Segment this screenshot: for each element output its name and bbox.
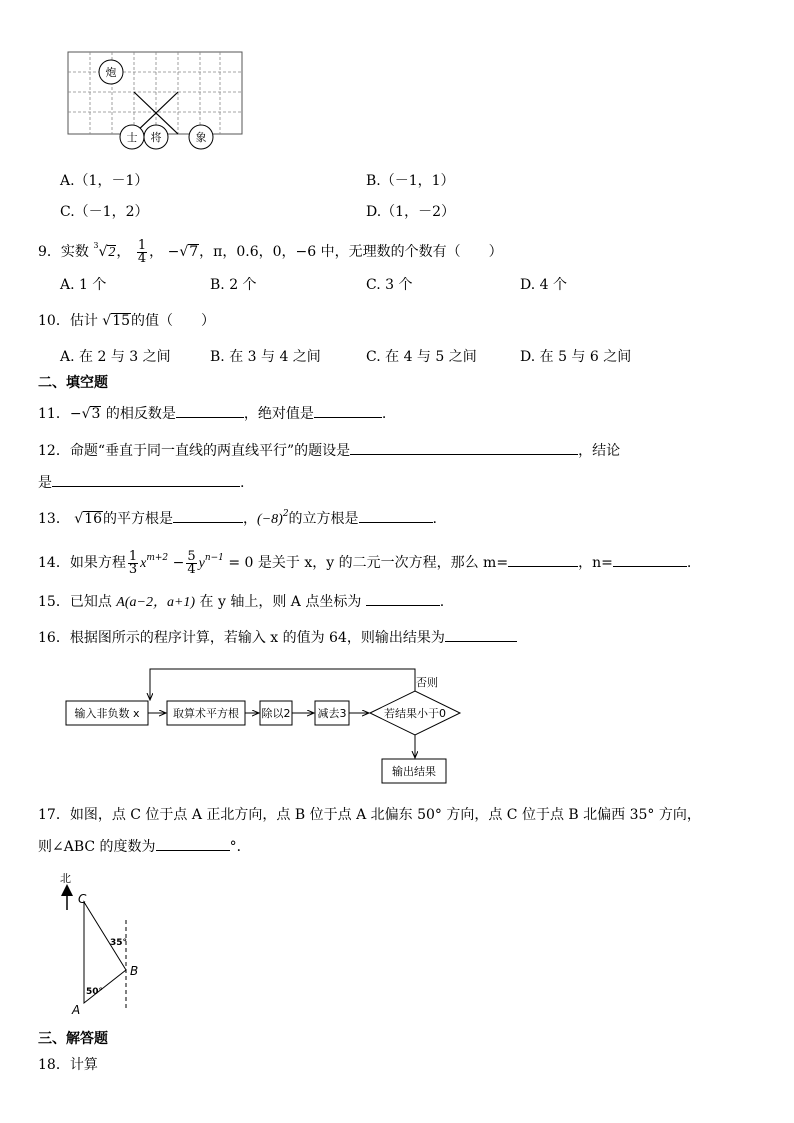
svg-text:减去3: 减去3 — [317, 707, 347, 720]
flow-output-box — [382, 759, 446, 783]
q14-blank-n[interactable] — [613, 552, 687, 567]
q9-option-d: D. 4 个 — [520, 277, 567, 293]
flow-sqrt-box — [167, 701, 245, 725]
flow-else-label: 否则 — [416, 676, 438, 689]
q8-option-b: B.（－1，1） — [366, 173, 455, 189]
jiang-piece — [144, 125, 168, 149]
q12-line1: 12．命题“垂直于同一直线的两直线平行”的题设是 ，结论 — [38, 440, 620, 460]
svg-text:取算术平方根: 取算术平方根 — [173, 707, 239, 720]
q11-blank-1[interactable] — [176, 403, 244, 418]
svg-text:士: 士 — [126, 131, 138, 144]
q11-blank-2[interactable] — [314, 403, 382, 418]
shi-piece — [120, 125, 144, 149]
angle-50-label: 50° — [86, 987, 104, 997]
chessboard-figure — [60, 48, 250, 158]
q13-blank-1[interactable] — [173, 508, 243, 523]
q16-blank[interactable] — [445, 627, 517, 642]
q9-stem: 9．实数 $^3$√2， $\frac{1}{4}$ ， −√7，π，0.6，0，−6 中，无理数的个数有（ ） — [38, 237, 503, 266]
flow-condition-diamond — [370, 691, 460, 735]
q17-blank[interactable] — [156, 836, 230, 851]
flow-subtract-box — [315, 701, 349, 725]
q9-option-b: B. 2 个 — [210, 277, 257, 293]
q10-option-a: A. 在 2 与 3 之间 — [60, 349, 171, 365]
flowchart-figure — [60, 664, 480, 790]
q18: 18．计算 — [38, 1057, 98, 1073]
q15: 15．已知点 A(a−2，a+1) 在 y 轴上，则 A 点坐标为 . — [38, 591, 444, 611]
point-c-label: C — [78, 892, 87, 906]
north-label: 北 — [60, 872, 71, 885]
pao-piece — [99, 60, 123, 84]
q13-blank-2[interactable] — [359, 508, 433, 523]
svg-text:除以2: 除以2 — [261, 707, 291, 720]
q10-stem: 10．估计 √15的值（ ） — [38, 313, 216, 329]
q17-line1: 17．如图，点 C 位于点 A 正北方向，点 B 位于点 A 北偏东 50° 方向，点 C 位于点 B 北偏西 35° 方向， — [38, 807, 701, 823]
q12-blank-hypothesis[interactable] — [350, 440, 578, 455]
svg-text:象: 象 — [195, 131, 207, 144]
q9-option-a: A. 1 个 — [60, 277, 107, 293]
q10-option-c: C. 在 4 与 5 之间 — [366, 349, 477, 365]
point-a-label: A — [72, 1003, 81, 1017]
point-b-label: B — [130, 964, 139, 978]
q9-option-c: C. 3 个 — [366, 277, 413, 293]
xiang-piece — [189, 125, 213, 149]
q10-option-b: B. 在 3 与 4 之间 — [210, 349, 321, 365]
q11: 11．−√3 的相反数是 ，绝对值是 . — [38, 403, 386, 423]
svg-text:输出结果: 输出结果 — [392, 765, 436, 778]
q13: 13． √16的平方根是 ，$(-8)^2$的立方根是 . — [38, 509, 437, 527]
q12-blank-conclusion[interactable] — [52, 472, 240, 487]
flow-divide-box — [260, 701, 292, 725]
svg-text:输入非负数 x: 输入非负数 x — [74, 707, 140, 720]
svg-text:若结果小于0: 若结果小于0 — [384, 707, 446, 720]
svg-text:将: 将 — [150, 131, 162, 144]
q15-blank[interactable] — [366, 591, 440, 606]
q8-option-a: A.（1，－1） — [60, 173, 149, 189]
q10-option-d: D. 在 5 与 6 之间 — [520, 349, 632, 365]
q8-option-d: D.（1，－2） — [366, 204, 455, 220]
section-fill-blank-heading: 二、填空题 — [38, 375, 108, 391]
q8-option-c: C.（－1，2） — [60, 204, 149, 220]
q16: 16．根据图所示的程序计算，若输入 x 的值为 64，则输出结果为 — [38, 627, 517, 647]
q17-line2: 则∠ABC 的度数为 °． — [38, 836, 251, 856]
q14: 14．如果方程 $\frac{1}{3}$ $x^{m+2}$ − $\frac{5}{4}$ $y^{n-1} = 0$ 是关于 x，y 的二元一次方程，那么 m= ，n= . — [38, 548, 692, 577]
flow-input-box — [66, 701, 148, 725]
svg-text:炮: 炮 — [105, 66, 117, 79]
q12-line2: 是 . — [38, 472, 244, 492]
direction-triangle-figure — [56, 868, 156, 1020]
section-solve-heading: 三、解答题 — [38, 1031, 108, 1047]
angle-35-label: 35° — [110, 938, 128, 948]
q14-blank-m[interactable] — [508, 552, 578, 567]
